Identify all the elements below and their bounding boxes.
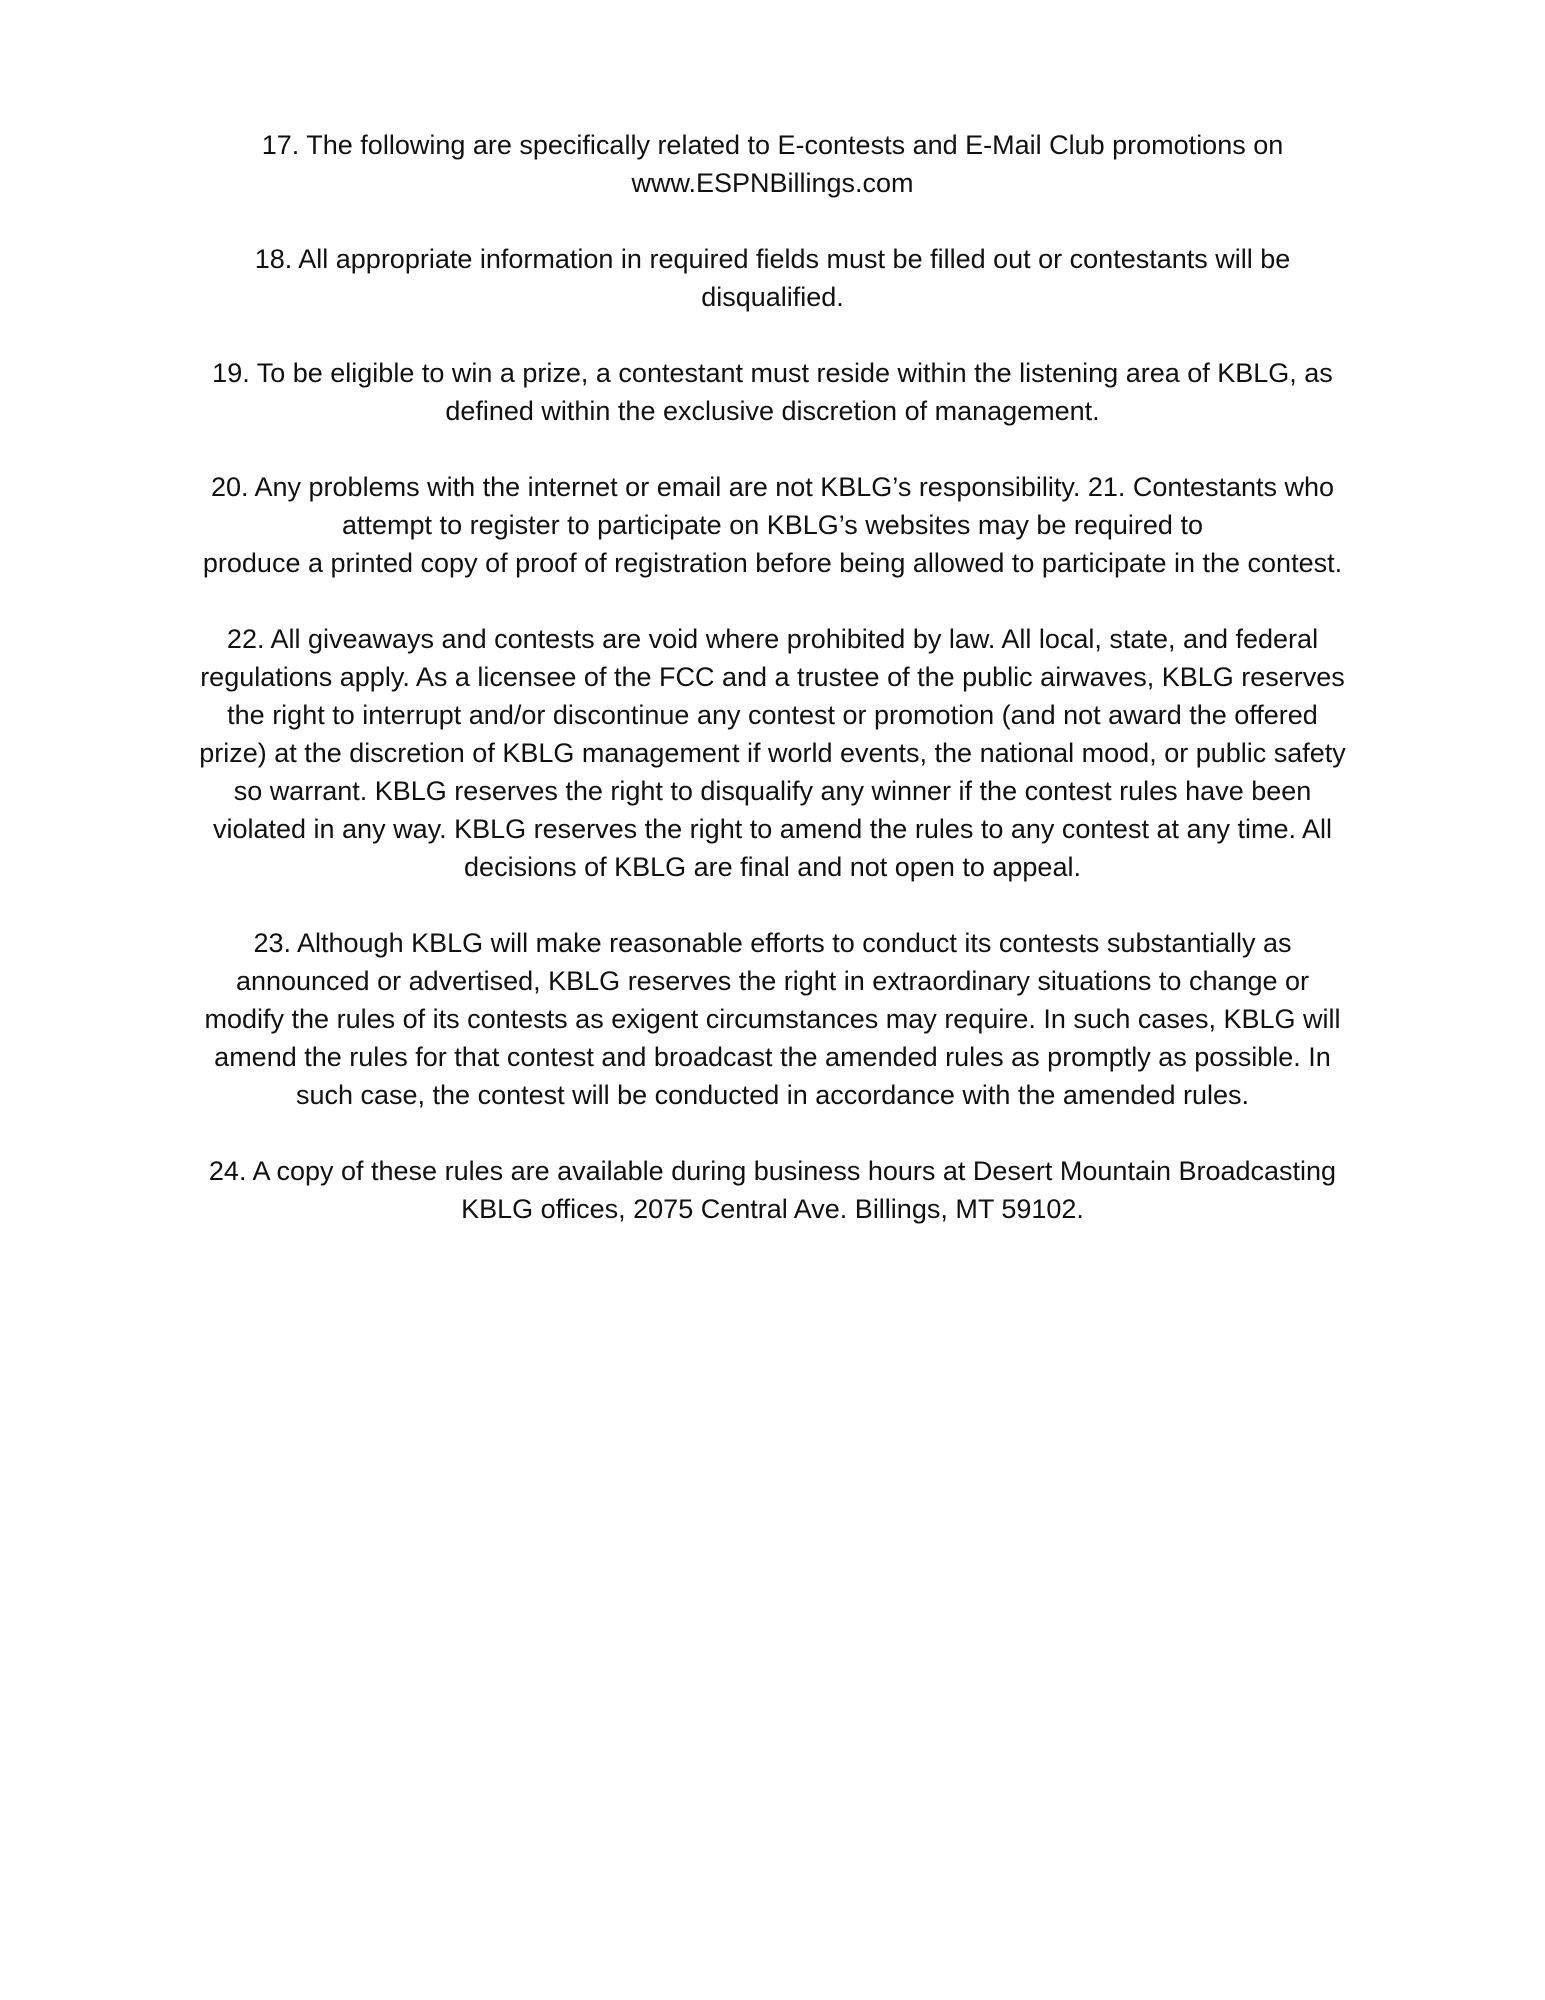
rule-18	[170, 240, 1375, 316]
rule-line: the right to interrupt and/or discontinue any contest or promotion (and not award the offered	[227, 700, 1318, 730]
rule-line: produce a printed copy of proof of registration before being allowed to participate in the contest.	[202, 548, 1343, 578]
rule-line: disqualified.	[701, 282, 844, 312]
rule-line: 23. Although KBLG will make reasonable efforts to conduct its contests substantially as	[253, 928, 1292, 958]
rule-line: 24. A copy of these rules are available during business hours at Desert Mountain Broadcasting	[208, 1156, 1337, 1186]
rule-20-21	[170, 468, 1375, 582]
rule-line: 22. All giveaways and contests are void where prohibited by law. All local, state, and federal	[226, 624, 1319, 654]
rule-line: defined within the exclusive discretion of management.	[445, 396, 1100, 426]
rule-line: amend the rules for that contest and broadcast the amended rules as promptly as possible. In	[214, 1042, 1331, 1072]
rule-line: www.ESPNBillings.com	[631, 168, 914, 198]
rule-line: attempt to register to participate on KBLG’s websites may be required to	[342, 510, 1203, 540]
rule-line: so warrant. KBLG reserves the right to disqualify any winner if the contest rules have been	[233, 776, 1312, 806]
rule-line: decisions of KBLG are final and not open to appeal.	[464, 852, 1081, 882]
rule-23	[170, 924, 1375, 1114]
rule-17	[170, 126, 1375, 202]
rule-22	[170, 620, 1375, 886]
contest-rules-list	[170, 126, 1375, 1266]
rule-line: KBLG offices, 2075 Central Ave. Billings, MT 59102.	[461, 1194, 1084, 1224]
rule-line: modify the rules of its contests as exigent circumstances may require. In such cases, KBLG will	[204, 1004, 1341, 1034]
rule-line: 17. The following are specifically related to E-contests and E-Mail Club promotions on	[261, 130, 1284, 160]
rule-line: such case, the contest will be conducted in accordance with the amended rules.	[295, 1080, 1250, 1110]
rule-19	[170, 354, 1375, 430]
rule-line: 19. To be eligible to win a prize, a contestant must reside within the listening area of KBLG, as	[212, 358, 1333, 388]
rule-line: 20. Any problems with the internet or email are not KBLG’s responsibility. 21. Contestants who	[210, 472, 1335, 502]
rule-line: 18. All appropriate information in required fields must be filled out or contestants will be	[254, 244, 1291, 274]
rule-24	[170, 1152, 1375, 1228]
rule-line: violated in any way. KBLG reserves the right to amend the rules to any contest at any time. All	[212, 814, 1333, 844]
rule-line: regulations apply. As a licensee of the FCC and a trustee of the public airwaves, KBLG reserves	[200, 662, 1345, 692]
rule-line: prize) at the discretion of KBLG management if world events, the national mood, or public safety	[199, 738, 1346, 768]
rule-line: announced or advertised, KBLG reserves the right in extraordinary situations to change or	[235, 966, 1310, 996]
